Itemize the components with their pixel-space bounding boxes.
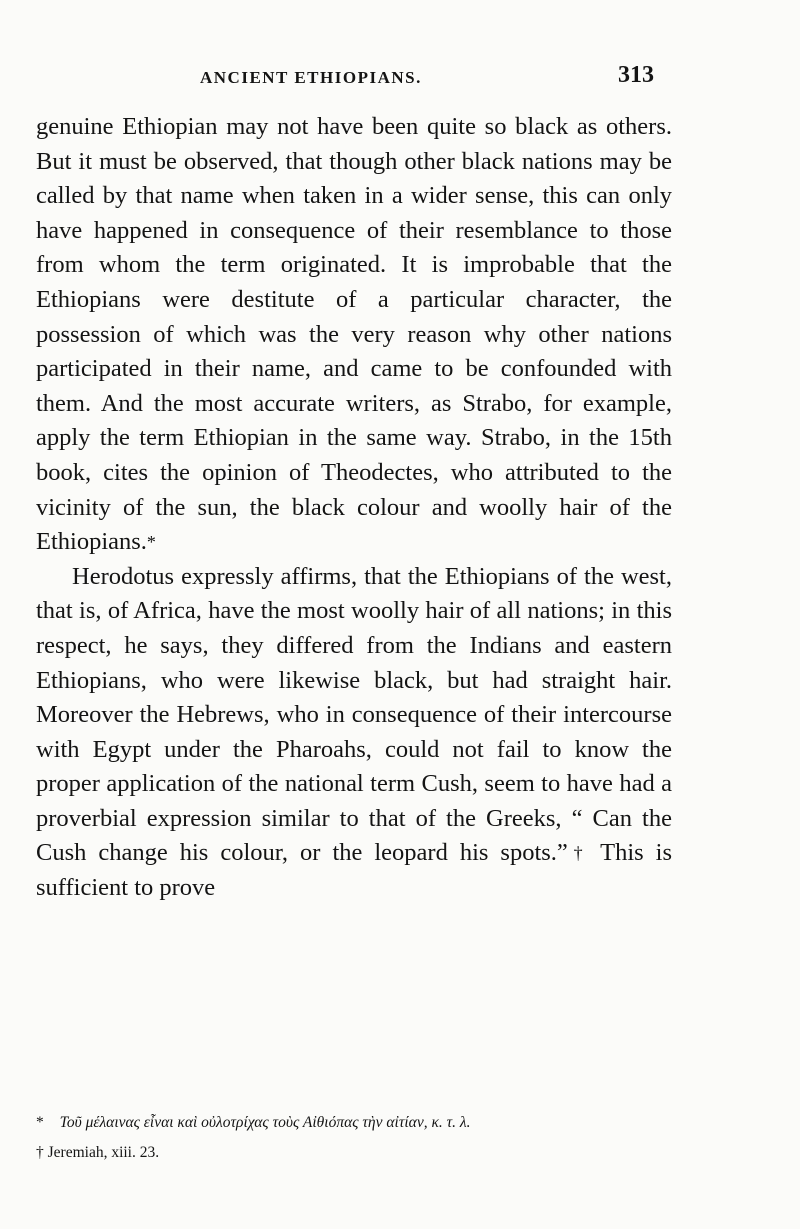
running-head: ANCIENT ETHIOPIANS.: [200, 68, 422, 87]
paragraph: [36, 110, 672, 560]
paragraph-text: genuine Ethiopian may not have been quite so black as others. But it must be observed, that though other black nations may be called by that name when taken in a wider sense, this can only have happened in consequence of their resemblance to those from whom the term originated. It is improbable that the Ethiopians were destitute of a particular character, the possession of which was the very reason why other nations participated in their name, and came to be confounded with them. And the most accurate writers, as Strabo, for example, apply the term Ethiopian in the same way. Strabo, in the 15th book, cites the opinion of Theodectes, who attributed to the vicinity of the sun, the black colour and woolly hair of the Ethiopians.: [36, 113, 672, 556]
footnote: [36, 1112, 672, 1134]
footnotes: [36, 1112, 672, 1172]
footnote-text: Jeremiah, xiii. 23.: [47, 1144, 160, 1161]
footnote: [36, 1142, 672, 1164]
page-header: [200, 62, 654, 96]
footnote-marker: *: [36, 1114, 44, 1131]
body-text: [36, 110, 672, 906]
paragraph-text: Herodotus expressly affirms, that the Ethiopians of the west, that is, of Africa, have the most woolly hair of all nations; in this respect, he says, they differed from the Indians and eastern Ethiopians, who were likewise black, but had straight hair. Moreover the Hebrews, who in consequence of their intercourse with Egypt under the Pharoahs, could not fail to know the proper application of the national term Cush, seem to have had a proverbial expression similar to that of the Greeks, “ Can the Cush change his colour, or the leopard his spots.”: [36, 562, 672, 867]
footnote-marker: †: [36, 1144, 44, 1161]
page-number: 313: [618, 62, 654, 88]
footnote-marker: †: [567, 843, 589, 864]
paragraph-text: This is sufficient to prove: [36, 839, 672, 902]
paragraph: [36, 560, 672, 906]
footnote-text: Τοῦ μέλαινας εἶναι καὶ οὐλοτρίχας τοὺς Αἰθιόπας τὴν αἰτίαν, κ. τ. λ.: [59, 1114, 471, 1131]
footnote-marker: *: [146, 532, 156, 553]
